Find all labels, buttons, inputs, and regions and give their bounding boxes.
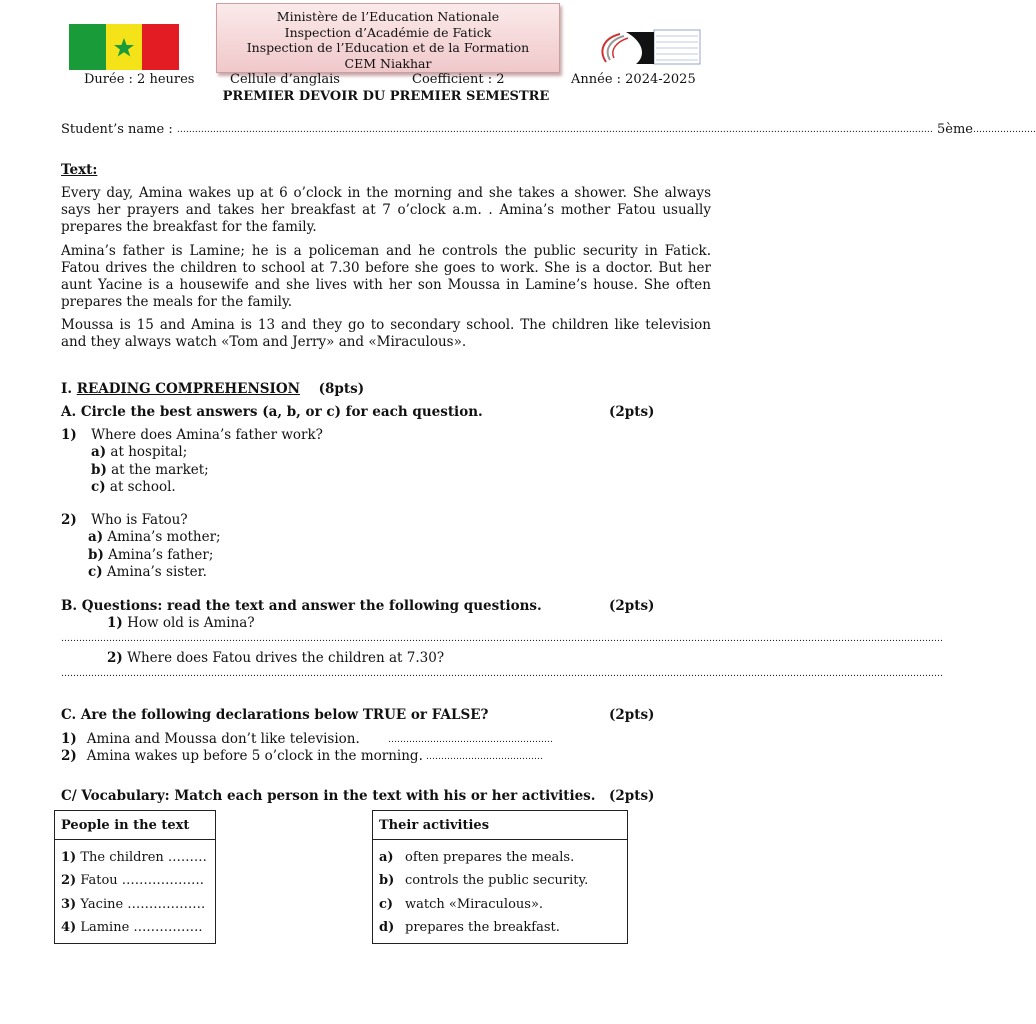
sectionC-title: C. Are the following declarations below TRUE or FALSE?: [61, 707, 489, 723]
student-name-field[interactable]: ………………………………………………………………………………………………………………………………………………………………………………………………………………………………: [176, 125, 933, 135]
true-false-answer-2[interactable]: …………………………………: [426, 752, 543, 762]
question-number: 1): [107, 615, 123, 631]
activity-item: d) prepares the breakfast.: [379, 919, 560, 935]
activity-item: c) watch «Miraculous».: [379, 896, 544, 912]
sectionA-title: A. Circle the best answers (a, b, or c) for each question.: [61, 404, 483, 420]
coefficient: Coefficient : 2: [412, 72, 505, 87]
people-header: People in the text: [55, 811, 216, 840]
activity-item: a) often prepares the meals.: [379, 850, 575, 865]
part1-heading: [61, 381, 364, 398]
sectionB-title: B. Questions: read the text and answer the following questions.: [61, 598, 542, 614]
statement-number: 2): [61, 748, 77, 764]
question-number: 1): [61, 427, 77, 443]
ministry-header: [216, 3, 560, 73]
question-text: Where does Amina’s father work?: [91, 427, 323, 443]
text-paragraph-3: Moussa is 15 and Amina is 13 and they go to secondary school. The children like television and they always watch «Tom and Jerry» and «Miraculous».: [61, 317, 711, 350]
ministry-line: Ministère de l’Education Nationale: [276, 9, 500, 24]
statement-text: Amina wakes up before 5 o’clock in the morning.: [86, 748, 423, 764]
text-paragraph-1: Every day, Amina wakes up at 6 o’clock in the morning and she takes a shower. She always says her prayers and takes her breakfast at 7 o’clock a.m. . Amina’s mother Fatou usually prepares the breakfast for the family.: [61, 185, 711, 235]
question-text: Where does Fatou drives the children at 7.30?: [122, 650, 445, 666]
sectionC-statement-2: [61, 748, 423, 765]
option-c[interactable]: c) at school.: [91, 479, 176, 495]
sectionB-q1: [107, 615, 255, 632]
senegal-flag: [69, 24, 179, 70]
person-item[interactable]: 2) Fatou ……………….: [61, 873, 204, 889]
duration: Durée : 2 heures: [84, 72, 195, 87]
text-paragraph-2: Amina’s father is Lamine; he is a policeman and he controls the public security in Fatick. Fatou drives the children to school at 7.30 before she goes to work. She is a doctor. But her aunt Yacine is a housewife and she lives with her son Moussa in Lamine’s house. She often prepares the meals for the family.: [61, 243, 711, 310]
exam-title: PREMIER DEVOIR DU PREMIER SEMESTRE: [222, 89, 550, 104]
sectionB-q2: [107, 650, 444, 667]
statement-text: Amina and Moussa don’t like television.: [86, 731, 360, 747]
part1-title: READING COMPREHENSION: [76, 381, 300, 397]
sectionA-q2-options: [88, 529, 221, 582]
sectionA-q1: [61, 427, 323, 444]
question-text: Who is Fatou?: [91, 512, 188, 528]
cell: Cellule d’anglais: [230, 72, 340, 87]
school-year: Année : 2024-2025: [571, 72, 696, 87]
vocab-points: (2pts): [609, 788, 655, 804]
person-item[interactable]: 1) The children ………: [61, 850, 207, 865]
people-table: [54, 810, 216, 944]
part1-number: I.: [61, 381, 73, 397]
class-field[interactable]: …………………: [972, 125, 1036, 135]
student-name-label: Student’s name :: [61, 122, 177, 137]
answer-line-1[interactable]: ……………………………………………………………………………………………………………………………………………………………………………………………………………………………………………………………………: [61, 634, 943, 644]
person-item[interactable]: 4) Lamine …………….: [61, 919, 203, 935]
class-level: 5ème: [936, 122, 973, 137]
option-b[interactable]: b) at the market;: [91, 461, 209, 478]
true-false-answer-1[interactable]: ……………………………………………….: [388, 735, 553, 745]
option-c[interactable]: c) Amina’s sister.: [88, 564, 207, 580]
inspection-line: Inspection de l’Education et de la Formation: [246, 40, 530, 55]
sectionB-points: (2pts): [609, 598, 655, 614]
part1-points: (8pts): [318, 381, 365, 397]
option-b[interactable]: b) Amina’s father;: [88, 546, 214, 563]
school-line: CEM Niakhar: [344, 55, 432, 71]
text-heading: Text:: [61, 162, 98, 178]
academy-line: Inspection d’Académie de Fatick: [284, 24, 492, 40]
vocab-title: C/ Vocabulary: Match each person in the text with his or her activities.: [61, 788, 596, 804]
sectionC-statement-1: [61, 731, 360, 748]
sectionA-q1-options: [91, 444, 209, 497]
activity-item: b) controls the public security.: [379, 873, 589, 889]
question-number: 2): [107, 650, 123, 666]
sectionA-q2: [61, 512, 188, 529]
option-a[interactable]: a) Amina’s mother;: [88, 529, 221, 545]
person-item[interactable]: 3) Yacine ………………: [61, 896, 206, 912]
school-logo: [596, 28, 702, 68]
question-number: 2): [61, 512, 77, 528]
activities-table: [372, 810, 628, 944]
option-a[interactable]: a) at hospital;: [91, 444, 188, 460]
sectionA-points: (2pts): [609, 404, 655, 420]
sectionC-points: (2pts): [609, 707, 655, 723]
student-name-row: [61, 122, 1036, 138]
statement-number: 1): [61, 731, 77, 747]
activities-header: Their activities: [373, 811, 628, 840]
answer-line-2[interactable]: ……………………………………………………………………………………………………………………………………………………………………………………………………………………………………………………………………: [61, 669, 943, 679]
question-text: How old is Amina?: [122, 615, 255, 631]
